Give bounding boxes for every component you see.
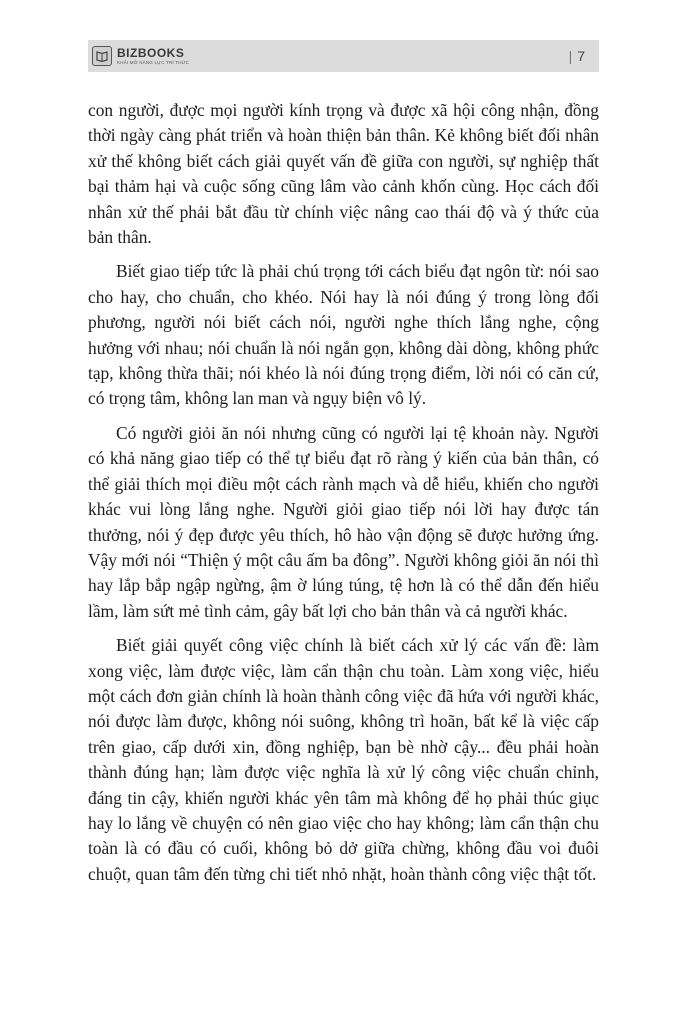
paragraph: Biết giải quyết công việc chính là biết cách xử lý các vấn đề: làm xong việc, làm được việc, làm cẩn thận chu toàn. Làm xong việc, hiểu một cách đơn giản chính là hoàn thành công việc đã hứa với người khác, nói được làm được, không nói suông, không trì hoãn, bất kể là việc cấp trên giao, cấp dưới xin, đồng nghiệp, bạn bè nhờ cậy... đều phải hoàn thành đúng hạn; làm được việc nghĩa là xử lý công việc chuẩn chỉnh, đáng tin cậy, khiến người khác yên tâm mà không để họ phải thúc giục hay lo lắng về chuyện có nên giao việc cho hay không; làm cẩn thận chu toàn là có đầu có cuối, không bỏ dở giữa chừng, không đầu voi đuôi chuột, quan tâm đến từng chi tiết nhỏ nhặt, hoàn thành công việc thật tốt.: [88, 635, 599, 884]
paragraph: Có người giỏi ăn nói nhưng cũng có người lại tệ khoản này. Người có khả năng giao tiếp có thể tự biểu đạt rõ ràng ý kiến của bản thân, có thể giải thích mọi điều một cách rành mạch và dễ hiểu, khiến cho người khác vui lòng lắng nghe. Người giỏi giao tiếp nói lời hay được tán thưởng, nói ý đẹp được yêu thích, hô hào vận động sẽ được hưởng ứng. Vậy mới nói “Thiện ý một câu ấm ba đông”. Người không giỏi ăn nói thì hay lắp bắp ngập ngừng, ậm ờ lúng túng, tệ hơn là có thể dẫn đến hiểu lầm, làm sứt mẻ tình cảm, gây bất lợi cho bản thân và cả người khác.: [88, 422, 599, 621]
brand-tagline: KHẢI MỞ NĂNG LỰC TRÍ THỨC: [117, 59, 190, 65]
brand-logo: [92, 46, 189, 66]
page-number-value: 7: [577, 48, 585, 64]
paragraph: Biết giao tiếp tức là phải chú trọng tới cách biểu đạt ngôn từ: nói sao cho hay, cho chuẩn, cho khéo. Nói hay là nói đúng ý trong lòng đối phương, người nói biết cách nói, người nghe thích lắng nghe, cộng hưởng với nhau; nói chuẩn là nói ngắn gọn, không dài dòng, không phức tạp, không thừa thãi; nói khéo là nói đúng trọng điểm, lời nói có căn cứ, có trọng tâm, không lan man và ngụy biện vô lý.: [88, 261, 599, 409]
page-body: [88, 98, 599, 896]
paragraph: con người, được mọi người kính trọng và được xã hội công nhận, đồng thời ngày càng phát triển và hoàn thiện bản thân. Kẻ không biết đối nhân xử thế không biết cách giải quyết vấn đề giữa con người, sự nghiệp thất bại thảm hại và cuộc sống cũng lâm vào cảnh khốn cùng. Học cách đối nhân xử thế phải bắt đầu từ chính việc nâng cao thái độ và ý thức của bản thân.: [88, 100, 599, 248]
page-separator: |: [568, 48, 573, 64]
page-number: [569, 48, 585, 64]
brand-name: BIZBOOKS: [117, 45, 185, 60]
page-header: [88, 40, 599, 72]
book-logo-icon: [92, 46, 112, 66]
